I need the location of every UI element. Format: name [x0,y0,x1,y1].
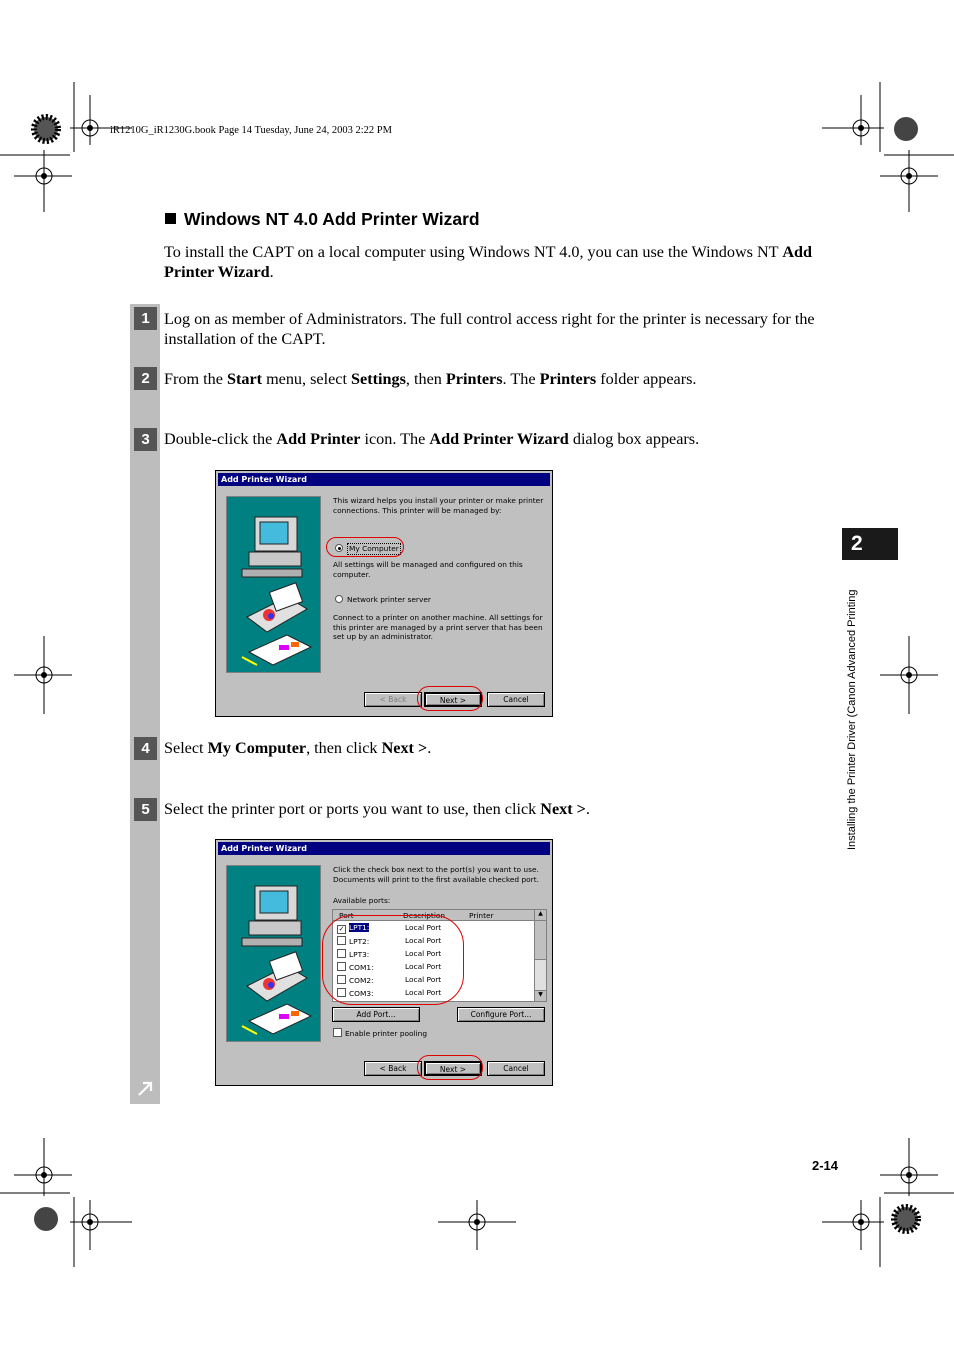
cancel-button[interactable]: Cancel [487,692,545,707]
port-row-lpt3[interactable]: LPT3: [337,949,369,960]
port-desc: Local Port [405,962,442,971]
computer-printer-icon [227,497,320,672]
square-bullet-icon [165,213,176,224]
configure-port-button[interactable]: Configure Port... [457,1007,545,1022]
page-number: 2-14 [812,1158,839,1173]
step-number-4: 4 [134,737,157,760]
wizard-intro-text: This wizard helps you install your printer or make printer connections. This printer will be managed by: [333,496,544,515]
wizard-illustration [226,496,321,673]
network-printer-description: Connect to a printer on another machine. All settings for this printer are managed by a print server that has been set up by an administrator. [333,613,543,641]
scroll-thumb[interactable] [535,921,546,960]
network-printer-server-label[interactable]: Network printer server [347,595,431,604]
step-1-text: Log on as member of Administrators. The full control access right for the printer is necessary for the installation of the CAPT. [164,310,815,348]
continued-arrow-icon [136,1080,154,1098]
add-printer-wizard-dialog-2 [215,839,553,1086]
highlight-ring-my-computer [326,537,404,557]
port-desc: Local Port [405,988,442,997]
next-button[interactable]: Next > [424,692,482,707]
step-sidebar [130,304,160,1104]
my-computer-label[interactable]: My Computer [349,544,399,553]
dialog-title: Add Printer Wizard [218,473,550,486]
port-desc: Local Port [405,975,442,984]
port-row-com1[interactable]: COM1: [337,962,374,973]
step-number-3: 3 [134,428,157,451]
port-desc: Local Port [405,923,442,932]
add-port-button[interactable]: Add Port... [332,1007,420,1022]
ports-scrollbar[interactable] [534,910,546,1001]
printer-pooling-option[interactable]: Enable printer pooling [333,1028,427,1039]
lpt1-checkbox[interactable]: ✓ [338,925,345,933]
highlight-ring-next [417,1055,483,1080]
column-description[interactable]: Description [403,911,446,920]
chapter-tab: 2 [842,528,898,560]
port-row-lpt2[interactable]: LPT2: [337,936,369,947]
back-button[interactable]: < Back [364,692,422,707]
step-5-text: Select the printer port or ports you want to use, then click Next >. [164,800,590,818]
add-printer-wizard-dialog-1 [215,470,553,717]
back-button[interactable]: < Back [364,1061,422,1076]
step-2-text: From the Start menu, select Settings, then Printers. The Printers folder appears. [164,370,697,388]
column-port[interactable]: Port [339,911,354,920]
network-printer-server-radio[interactable] [335,595,343,603]
column-printer[interactable]: Printer [469,911,494,920]
port-row-com3[interactable]: COM3: [337,988,374,999]
port-desc: Local Port [405,936,442,945]
cancel-button[interactable]: Cancel [487,1061,545,1076]
step-number-1: 1 [134,307,157,330]
port-row-com2[interactable]: COM2: [337,975,374,986]
print-slug: iR1210G_iR1230G.book Page 14 Tuesday, June 24, 2003 2:22 PM [110,125,392,136]
port-desc: Local Port [405,949,442,958]
my-computer-description: All settings will be managed and configured on this computer. [333,560,523,579]
printer-pooling-checkbox[interactable] [333,1028,342,1037]
ports-intro-text: Click the check box next to the port(s) you want to use. Documents will print to the first available checked port. [333,865,539,884]
scroll-down-icon[interactable]: ▼ [535,990,546,1001]
port-row-lpt1[interactable]: ✓ LPT1: [338,923,370,933]
section-heading [165,209,480,230]
highlight-ring-next [417,686,483,711]
intro-paragraph: To install the CAPT on a local computer using Windows NT 4.0, you can use the Windows NT Add Printer Wizard. [164,243,813,281]
chapter-running-title: Installing the Printer Driver (Canon Advanced Printing [846,589,858,850]
next-button[interactable]: Next > [424,1061,482,1076]
section-title: Windows NT 4.0 Add Printer Wizard [184,209,480,229]
step-3-text: Double-click the Add Printer icon. The Add Printer Wizard dialog box appears. [164,430,700,448]
step-number-5: 5 [134,798,157,821]
available-ports-label: Available ports: [333,896,391,905]
dialog-title: Add Printer Wizard [218,842,550,855]
highlight-ring-ports [322,915,464,1005]
computer-printer-icon [227,866,320,1041]
step-4-text: Select My Computer, then click Next >. [164,739,432,757]
wizard-illustration [226,865,321,1042]
step-number-2: 2 [134,367,157,390]
scroll-up-icon[interactable]: ▲ [535,910,546,921]
